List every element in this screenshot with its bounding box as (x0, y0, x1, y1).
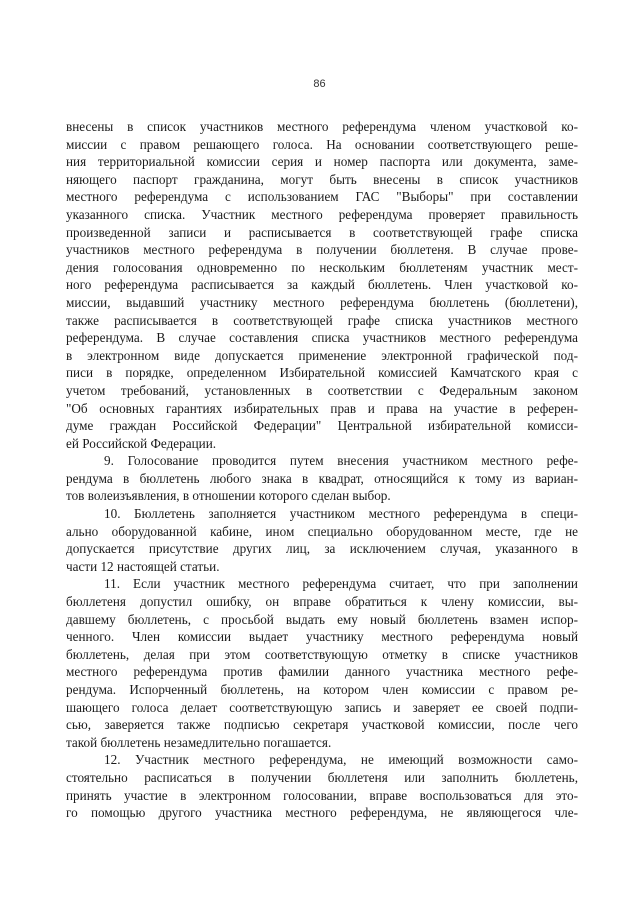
text-line: 12. Участник местного референдума, не имеющий возможности само- (104, 752, 578, 768)
text-line: части 12 настоящей статьи. (66, 558, 220, 574)
text-line: 11. Если участник местного референдума считает, что при заполнении (104, 576, 578, 592)
text-line: такой бюллетень незамедлительно погашается. (66, 734, 332, 750)
text-line: ченного. Член комиссии выдает участнику местного референдума новый (66, 629, 578, 645)
text-line: ей Российской Федерации. (66, 435, 217, 451)
page-number: 86 (313, 78, 326, 90)
text-line: также расписывается в соответствующей графе списка участников местного (66, 312, 578, 328)
text-line: стоятельно расписаться в получении бюллетеня или заполнить бюллетень, (66, 769, 578, 785)
text-line: рендума. Испорченный бюллетень, на котором член комиссии с правом ре- (66, 682, 578, 697)
text-line: местного референдума против фамилии данного участника местного рефе- (66, 664, 578, 680)
text-line: сью, заверяется также подписью секретаря участковой комиссии, после чего (66, 717, 578, 733)
text-line: ного референдума расписывается за каждый бюллетень. Член участковой ко- (66, 277, 578, 293)
text-line: указанного списка. Участник местного референдума проверяет правильность (66, 206, 578, 222)
text-line: ния территориальной комиссии серия и номер паспорта или документа, заме- (66, 154, 578, 170)
text-line: принять участие в электронном голосовании, вправе воспользоваться для это- (66, 787, 578, 803)
text-line: учетом требований, установленных в соответствии с Федеральным законом (66, 382, 578, 398)
text-line: го помощью другого участника местного референдума, не являющегося чле- (66, 805, 578, 821)
text-line: местного референдума с использованием ГАС "Выборы" при составлении (66, 189, 578, 205)
text-line: дения голосования одновременно по нескольким бюллетеням участник мест- (66, 259, 578, 275)
text-line: внесены в список участников местного референдума членом участковой ко- (66, 119, 578, 134)
text-line: в электронном виде допускается применение электронной графической под- (66, 347, 578, 363)
text-line: рендума в бюллетень любого знака в квадрат, относящийся к тому из вариан- (66, 470, 578, 486)
text-line: шающего голоса делает соответствующую запись и заверяет ее своей подпи- (66, 699, 578, 715)
body-text (66, 118, 578, 822)
text-line: думе граждан Российской Федерации" Центральной избирательной комисси- (66, 418, 578, 434)
text-line: 9. Голосование проводится путем внесения участником местного рефе- (104, 453, 578, 469)
text-line: давшему бюллетень, с просьбой выдать ему новый бюллетень взамен испор- (66, 611, 578, 627)
text-line: 10. Бюллетень заполняется участником местного референдума в специ- (104, 506, 578, 522)
text-line: референдума. В случае составления списка участников местного референдума (66, 330, 578, 346)
text-line: произведенной записи и расписывается в соответствующей графе списка (66, 224, 578, 240)
text-line: "Об основных гарантиях избирательных прав и права на участие в референ- (66, 400, 578, 416)
text-line: бюллетеня допустил ошибку, он вправе обратиться к члену комиссии, вы- (66, 594, 578, 610)
text-line: ально оборудованной кабине, ином специально оборудованном месте, где не (66, 523, 578, 539)
text-line: писи в порядке, определенном Избирательной комиссией Камчатского края с (66, 365, 578, 381)
text-line: допускается присутствие других лиц, за исключением случая, указанного в (66, 541, 578, 557)
text-line: бюллетень, делая при этом соответствующую отметку в списке участников (66, 646, 578, 662)
text-line: миссии, выдавший участнику местного референдума бюллетень (бюллетени), (66, 294, 578, 310)
text-line: миссии с правом решающего голоса. На основании соответствующего реше- (66, 136, 578, 152)
text-line: няющего паспорт гражданина, могут быть внесены в список участников (66, 171, 578, 187)
text-line: тов волеизъявления, в отношении которого сделан выбор. (66, 488, 391, 504)
text-line: участников местного референдума в получении бюллетеня. В случае прове- (66, 242, 578, 258)
